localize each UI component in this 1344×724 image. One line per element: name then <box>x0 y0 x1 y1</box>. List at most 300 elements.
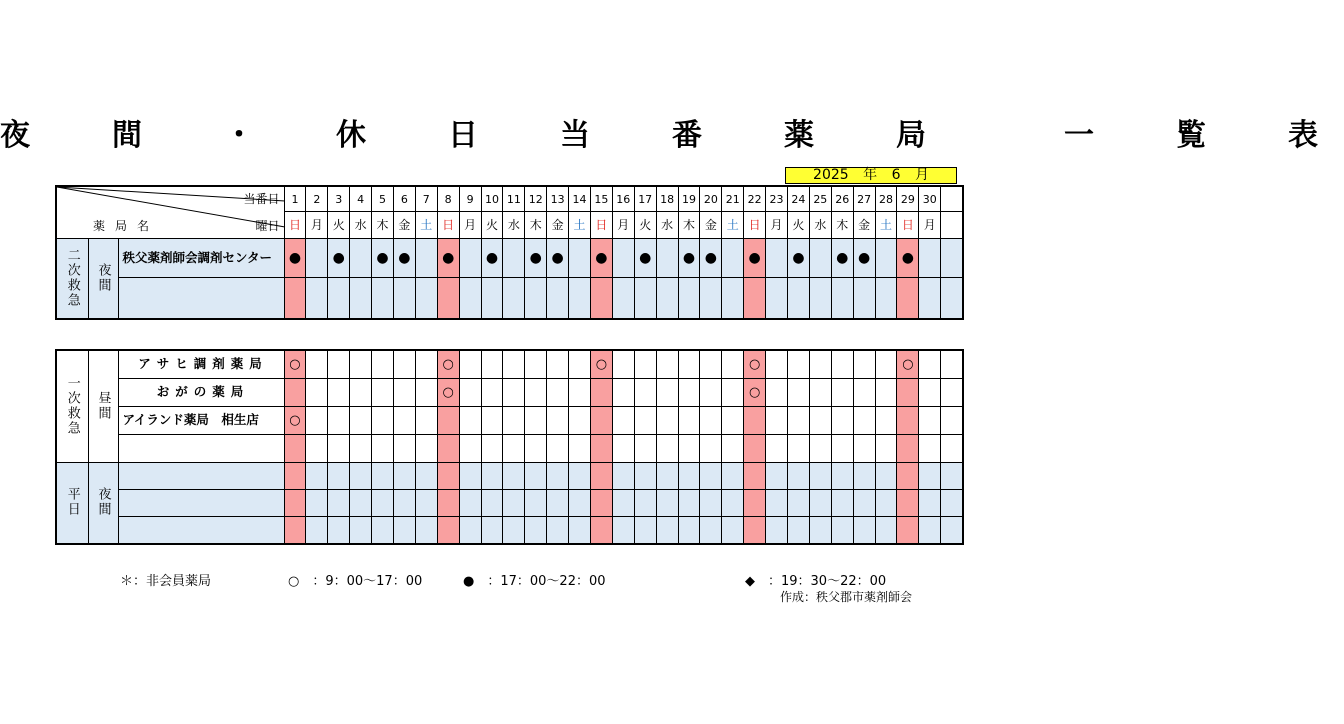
day-cell <box>722 278 744 320</box>
day-cell <box>634 463 656 490</box>
weekday-name: 月 <box>919 212 941 239</box>
date-number: 17 <box>634 186 656 212</box>
weekday-name: 水 <box>350 212 372 239</box>
day-cell <box>503 278 525 320</box>
day-cell <box>678 517 700 545</box>
day-cell <box>853 379 875 407</box>
date-number: 19 <box>678 186 700 212</box>
day-cell <box>393 517 415 545</box>
day-duty-mark: ○ <box>748 357 761 372</box>
day-cell <box>350 407 372 435</box>
date-number: 14 <box>569 186 591 212</box>
day-cell <box>503 463 525 490</box>
day-cell <box>831 407 853 435</box>
day-cell <box>766 517 788 545</box>
day-cell <box>634 278 656 320</box>
day-cell <box>656 435 678 463</box>
day-cell <box>328 407 350 435</box>
day-cell <box>809 350 831 379</box>
day-cell <box>284 379 306 407</box>
day-cell <box>284 490 306 517</box>
day-cell <box>525 435 547 463</box>
weekday-name: 日 <box>590 212 612 239</box>
day-cell <box>481 239 503 278</box>
day-cell <box>897 490 919 517</box>
date-number: 24 <box>787 186 809 212</box>
day-cell <box>525 517 547 545</box>
category-label: 平日 <box>64 487 80 517</box>
day-cell <box>919 490 941 517</box>
day-cell <box>612 407 634 435</box>
day-cell <box>700 239 722 278</box>
day-cell <box>393 490 415 517</box>
day-cell <box>941 517 963 545</box>
day-cell <box>328 379 350 407</box>
night-duty-mark: ● <box>442 250 455 266</box>
weekday-name: 木 <box>525 212 547 239</box>
day-cell <box>525 350 547 379</box>
secondary-emergency-table <box>55 185 964 320</box>
day-cell <box>372 379 394 407</box>
day-cell <box>722 350 744 379</box>
day-cell <box>306 407 328 435</box>
night-duty-mark: ● <box>332 250 345 266</box>
day-cell <box>656 463 678 490</box>
day-cell <box>809 278 831 320</box>
day-cell <box>766 278 788 320</box>
year-suffix: 年 <box>863 167 878 183</box>
day-cell <box>284 278 306 320</box>
day-cell <box>415 463 437 490</box>
day-cell <box>744 407 766 435</box>
day-cell <box>766 463 788 490</box>
legend-diamond: ◆ ：19：30〜22：00 <box>745 574 887 589</box>
day-cell <box>809 239 831 278</box>
day-cell <box>350 435 372 463</box>
night-duty-mark: ● <box>288 250 302 266</box>
weekday-name: 木 <box>678 212 700 239</box>
weekday-name: 火 <box>328 212 350 239</box>
day-cell <box>612 350 634 379</box>
year-value: 2025 <box>813 167 849 183</box>
weekday-name: 金 <box>853 212 875 239</box>
day-cell <box>766 407 788 435</box>
date-number: 21 <box>722 186 744 212</box>
day-cell <box>700 407 722 435</box>
pharmacy-name <box>118 517 284 545</box>
day-cell <box>919 278 941 320</box>
weekday-name: 月 <box>612 212 634 239</box>
day-cell <box>656 278 678 320</box>
day-cell <box>722 463 744 490</box>
date-number: 20 <box>700 186 722 212</box>
day-cell <box>525 490 547 517</box>
pharmacy-name: アサヒ調剤薬局 <box>118 350 284 379</box>
day-cell <box>678 278 700 320</box>
pharmacy-name-label: 薬局名 <box>93 219 160 233</box>
day-cell <box>393 435 415 463</box>
day-cell <box>459 278 481 320</box>
day-cell <box>700 463 722 490</box>
day-cell <box>853 350 875 379</box>
day-cell <box>284 435 306 463</box>
weekday-name: 日 <box>744 212 766 239</box>
night-duty-mark: ● <box>682 250 696 266</box>
day-cell <box>328 517 350 545</box>
pharmacy-name <box>118 490 284 517</box>
date-number: 8 <box>437 186 459 212</box>
day-cell <box>744 379 766 407</box>
day-cell <box>372 490 394 517</box>
day-cell <box>612 490 634 517</box>
date-number <box>941 186 963 212</box>
day-cell <box>328 278 350 320</box>
weekday-name: 土 <box>722 212 744 239</box>
day-cell <box>853 435 875 463</box>
day-cell <box>525 278 547 320</box>
day-cell <box>306 517 328 545</box>
night-duty-mark: ● <box>551 250 564 266</box>
day-cell <box>372 463 394 490</box>
day-cell <box>547 490 569 517</box>
day-cell <box>897 463 919 490</box>
day-cell <box>328 239 350 278</box>
day-cell <box>612 435 634 463</box>
day-cell <box>525 407 547 435</box>
date-number: 15 <box>590 186 612 212</box>
day-cell <box>634 490 656 517</box>
day-cell <box>415 407 437 435</box>
day-duty-mark: ○ <box>289 413 301 428</box>
date-number: 18 <box>656 186 678 212</box>
day-cell <box>766 435 788 463</box>
day-cell <box>722 490 744 517</box>
time-label: 夜間 <box>95 487 111 517</box>
night-duty-mark: ● <box>901 250 914 266</box>
weekday-name: 土 <box>569 212 591 239</box>
day-cell <box>634 239 656 278</box>
day-cell <box>415 490 437 517</box>
day-cell <box>350 278 372 320</box>
day-cell <box>875 278 897 320</box>
weekday-name: 日 <box>897 212 919 239</box>
day-cell <box>459 239 481 278</box>
day-cell <box>437 463 459 490</box>
day-cell <box>437 435 459 463</box>
weekday-name: 火 <box>481 212 503 239</box>
weekday-name: 日 <box>437 212 459 239</box>
night-duty-mark: ● <box>639 250 652 266</box>
weekday-name: 月 <box>766 212 788 239</box>
day-cell <box>284 517 306 545</box>
day-cell <box>809 379 831 407</box>
day-cell <box>372 350 394 379</box>
day-cell <box>766 379 788 407</box>
day-cell <box>481 379 503 407</box>
day-cell <box>393 379 415 407</box>
day-duty-mark: ○ <box>289 357 301 372</box>
day-cell <box>393 350 415 379</box>
day-cell <box>919 350 941 379</box>
day-cell <box>590 379 612 407</box>
night-duty-mark: ● <box>857 250 871 266</box>
day-cell <box>612 278 634 320</box>
credit-text: 作成：秩父郡市薬剤師会 <box>780 590 913 604</box>
night-duty-mark: ● <box>704 250 717 266</box>
weekday-name: 土 <box>875 212 897 239</box>
day-cell <box>569 435 591 463</box>
weekday-name: 金 <box>700 212 722 239</box>
day-cell <box>350 350 372 379</box>
day-cell <box>766 490 788 517</box>
day-cell <box>481 463 503 490</box>
day-cell <box>875 463 897 490</box>
day-cell <box>722 239 744 278</box>
day-cell <box>853 407 875 435</box>
date-number: 13 <box>547 186 569 212</box>
day-cell <box>744 517 766 545</box>
day-cell <box>897 517 919 545</box>
day-cell <box>722 435 744 463</box>
day-cell <box>459 490 481 517</box>
day-cell <box>787 239 809 278</box>
date-number: 30 <box>919 186 941 212</box>
day-cell <box>678 407 700 435</box>
pharmacy-name: おがの薬局 <box>118 379 284 407</box>
day-cell <box>437 239 459 278</box>
day-cell <box>590 435 612 463</box>
day-cell <box>656 490 678 517</box>
day-cell <box>875 490 897 517</box>
date-number: 12 <box>525 186 547 212</box>
duty-day-label: 当番日 <box>243 192 280 206</box>
day-cell <box>744 278 766 320</box>
day-cell <box>744 435 766 463</box>
day-cell <box>634 379 656 407</box>
day-cell <box>590 278 612 320</box>
day-cell <box>547 239 569 278</box>
day-cell <box>941 350 963 379</box>
legend-non-member: ＊：非会員薬局 <box>120 574 212 589</box>
day-cell <box>787 435 809 463</box>
day-cell <box>350 517 372 545</box>
day-cell <box>306 239 328 278</box>
day-cell <box>350 463 372 490</box>
day-cell <box>590 350 612 379</box>
date-number: 16 <box>612 186 634 212</box>
day-cell <box>941 490 963 517</box>
day-cell <box>634 350 656 379</box>
day-cell <box>437 490 459 517</box>
day-cell <box>744 350 766 379</box>
day-cell <box>437 278 459 320</box>
day-cell <box>350 379 372 407</box>
date-number: 25 <box>809 186 831 212</box>
day-cell <box>306 463 328 490</box>
day-cell <box>569 239 591 278</box>
day-cell <box>459 407 481 435</box>
day-cell <box>809 463 831 490</box>
day-cell <box>569 407 591 435</box>
weekday-name: 土 <box>415 212 437 239</box>
day-cell <box>503 435 525 463</box>
day-cell <box>656 350 678 379</box>
date-number: 3 <box>328 186 350 212</box>
day-cell <box>372 517 394 545</box>
night-duty-mark: ● <box>376 250 389 266</box>
day-cell <box>853 278 875 320</box>
day-cell <box>372 435 394 463</box>
day-cell <box>284 407 306 435</box>
day-cell <box>700 435 722 463</box>
day-cell <box>941 463 963 490</box>
weekday-name: 木 <box>831 212 853 239</box>
date-number: 1 <box>284 186 306 212</box>
day-cell <box>569 463 591 490</box>
day-cell <box>415 350 437 379</box>
day-cell <box>787 350 809 379</box>
day-cell <box>372 407 394 435</box>
weekday-name: 月 <box>306 212 328 239</box>
page-title: 夜 間 ・ 休 日 当 番 薬 局 一 覧 表 <box>0 118 1344 153</box>
date-number: 22 <box>744 186 766 212</box>
day-duty-mark: ○ <box>902 357 914 372</box>
day-cell <box>634 407 656 435</box>
day-cell <box>306 379 328 407</box>
day-cell <box>700 517 722 545</box>
day-cell <box>393 239 415 278</box>
day-cell <box>481 435 503 463</box>
day-cell <box>306 490 328 517</box>
date-number: 28 <box>875 186 897 212</box>
day-cell <box>393 278 415 320</box>
legend-dot: ● ：17：00〜22：00 <box>463 574 606 589</box>
day-cell <box>919 463 941 490</box>
date-number: 27 <box>853 186 875 212</box>
day-cell <box>919 239 941 278</box>
day-cell <box>547 350 569 379</box>
day-cell <box>919 379 941 407</box>
day-cell <box>919 407 941 435</box>
day-cell <box>897 239 919 278</box>
time-label: 夜間 <box>95 262 111 293</box>
day-cell <box>612 239 634 278</box>
month-value: 6 <box>891 167 901 183</box>
day-cell <box>722 517 744 545</box>
weekday-name: 日 <box>284 212 306 239</box>
day-cell <box>634 517 656 545</box>
day-cell <box>459 517 481 545</box>
day-cell <box>328 350 350 379</box>
date-number: 11 <box>503 186 525 212</box>
day-cell <box>831 350 853 379</box>
day-cell <box>744 239 766 278</box>
day-cell <box>853 517 875 545</box>
date-number: 9 <box>459 186 481 212</box>
day-cell <box>481 490 503 517</box>
day-cell <box>700 379 722 407</box>
day-cell <box>503 490 525 517</box>
date-number: 6 <box>393 186 415 212</box>
date-number: 26 <box>831 186 853 212</box>
day-cell <box>831 435 853 463</box>
day-cell <box>284 239 306 278</box>
day-cell <box>809 435 831 463</box>
day-cell <box>590 407 612 435</box>
date-number: 10 <box>481 186 503 212</box>
day-cell <box>722 407 744 435</box>
day-cell <box>787 379 809 407</box>
day-cell <box>328 463 350 490</box>
day-cell <box>656 407 678 435</box>
day-cell <box>569 490 591 517</box>
day-cell <box>547 517 569 545</box>
day-cell <box>744 463 766 490</box>
pharmacy-name <box>118 463 284 490</box>
day-cell <box>941 239 963 278</box>
day-cell <box>525 463 547 490</box>
day-cell <box>678 350 700 379</box>
day-cell <box>787 278 809 320</box>
day-cell <box>525 379 547 407</box>
day-cell <box>612 517 634 545</box>
day-cell <box>700 278 722 320</box>
day-cell <box>547 379 569 407</box>
weekday-name: 火 <box>787 212 809 239</box>
day-cell <box>350 490 372 517</box>
day-cell <box>722 379 744 407</box>
day-cell <box>437 379 459 407</box>
day-cell <box>372 278 394 320</box>
date-number: 29 <box>897 186 919 212</box>
day-cell <box>569 278 591 320</box>
day-cell <box>481 350 503 379</box>
day-duty-mark: ○ <box>748 385 761 400</box>
weekday-name: 木 <box>372 212 394 239</box>
day-cell <box>875 435 897 463</box>
day-cell <box>831 379 853 407</box>
day-cell <box>481 278 503 320</box>
weekday-name: 金 <box>393 212 415 239</box>
day-cell <box>503 379 525 407</box>
day-cell <box>897 278 919 320</box>
day-cell <box>787 517 809 545</box>
day-cell <box>350 239 372 278</box>
day-cell <box>437 407 459 435</box>
day-cell <box>372 239 394 278</box>
day-cell <box>831 278 853 320</box>
day-cell <box>941 278 963 320</box>
night-duty-mark: ● <box>398 250 411 266</box>
weekday-name: 月 <box>459 212 481 239</box>
day-cell <box>459 435 481 463</box>
day-cell <box>415 239 437 278</box>
day-cell <box>941 435 963 463</box>
day-cell <box>656 239 678 278</box>
day-cell <box>853 463 875 490</box>
day-cell <box>875 239 897 278</box>
day-cell <box>700 490 722 517</box>
day-cell <box>437 517 459 545</box>
pharmacy-name: 秩父薬剤師会調剤センター <box>118 239 284 278</box>
time-label: 昼間 <box>95 390 111 421</box>
day-cell <box>415 278 437 320</box>
day-cell <box>547 435 569 463</box>
category-label: 二次救急 <box>64 247 80 308</box>
pharmacy-name <box>118 435 284 463</box>
day-cell <box>897 435 919 463</box>
day-cell <box>744 490 766 517</box>
